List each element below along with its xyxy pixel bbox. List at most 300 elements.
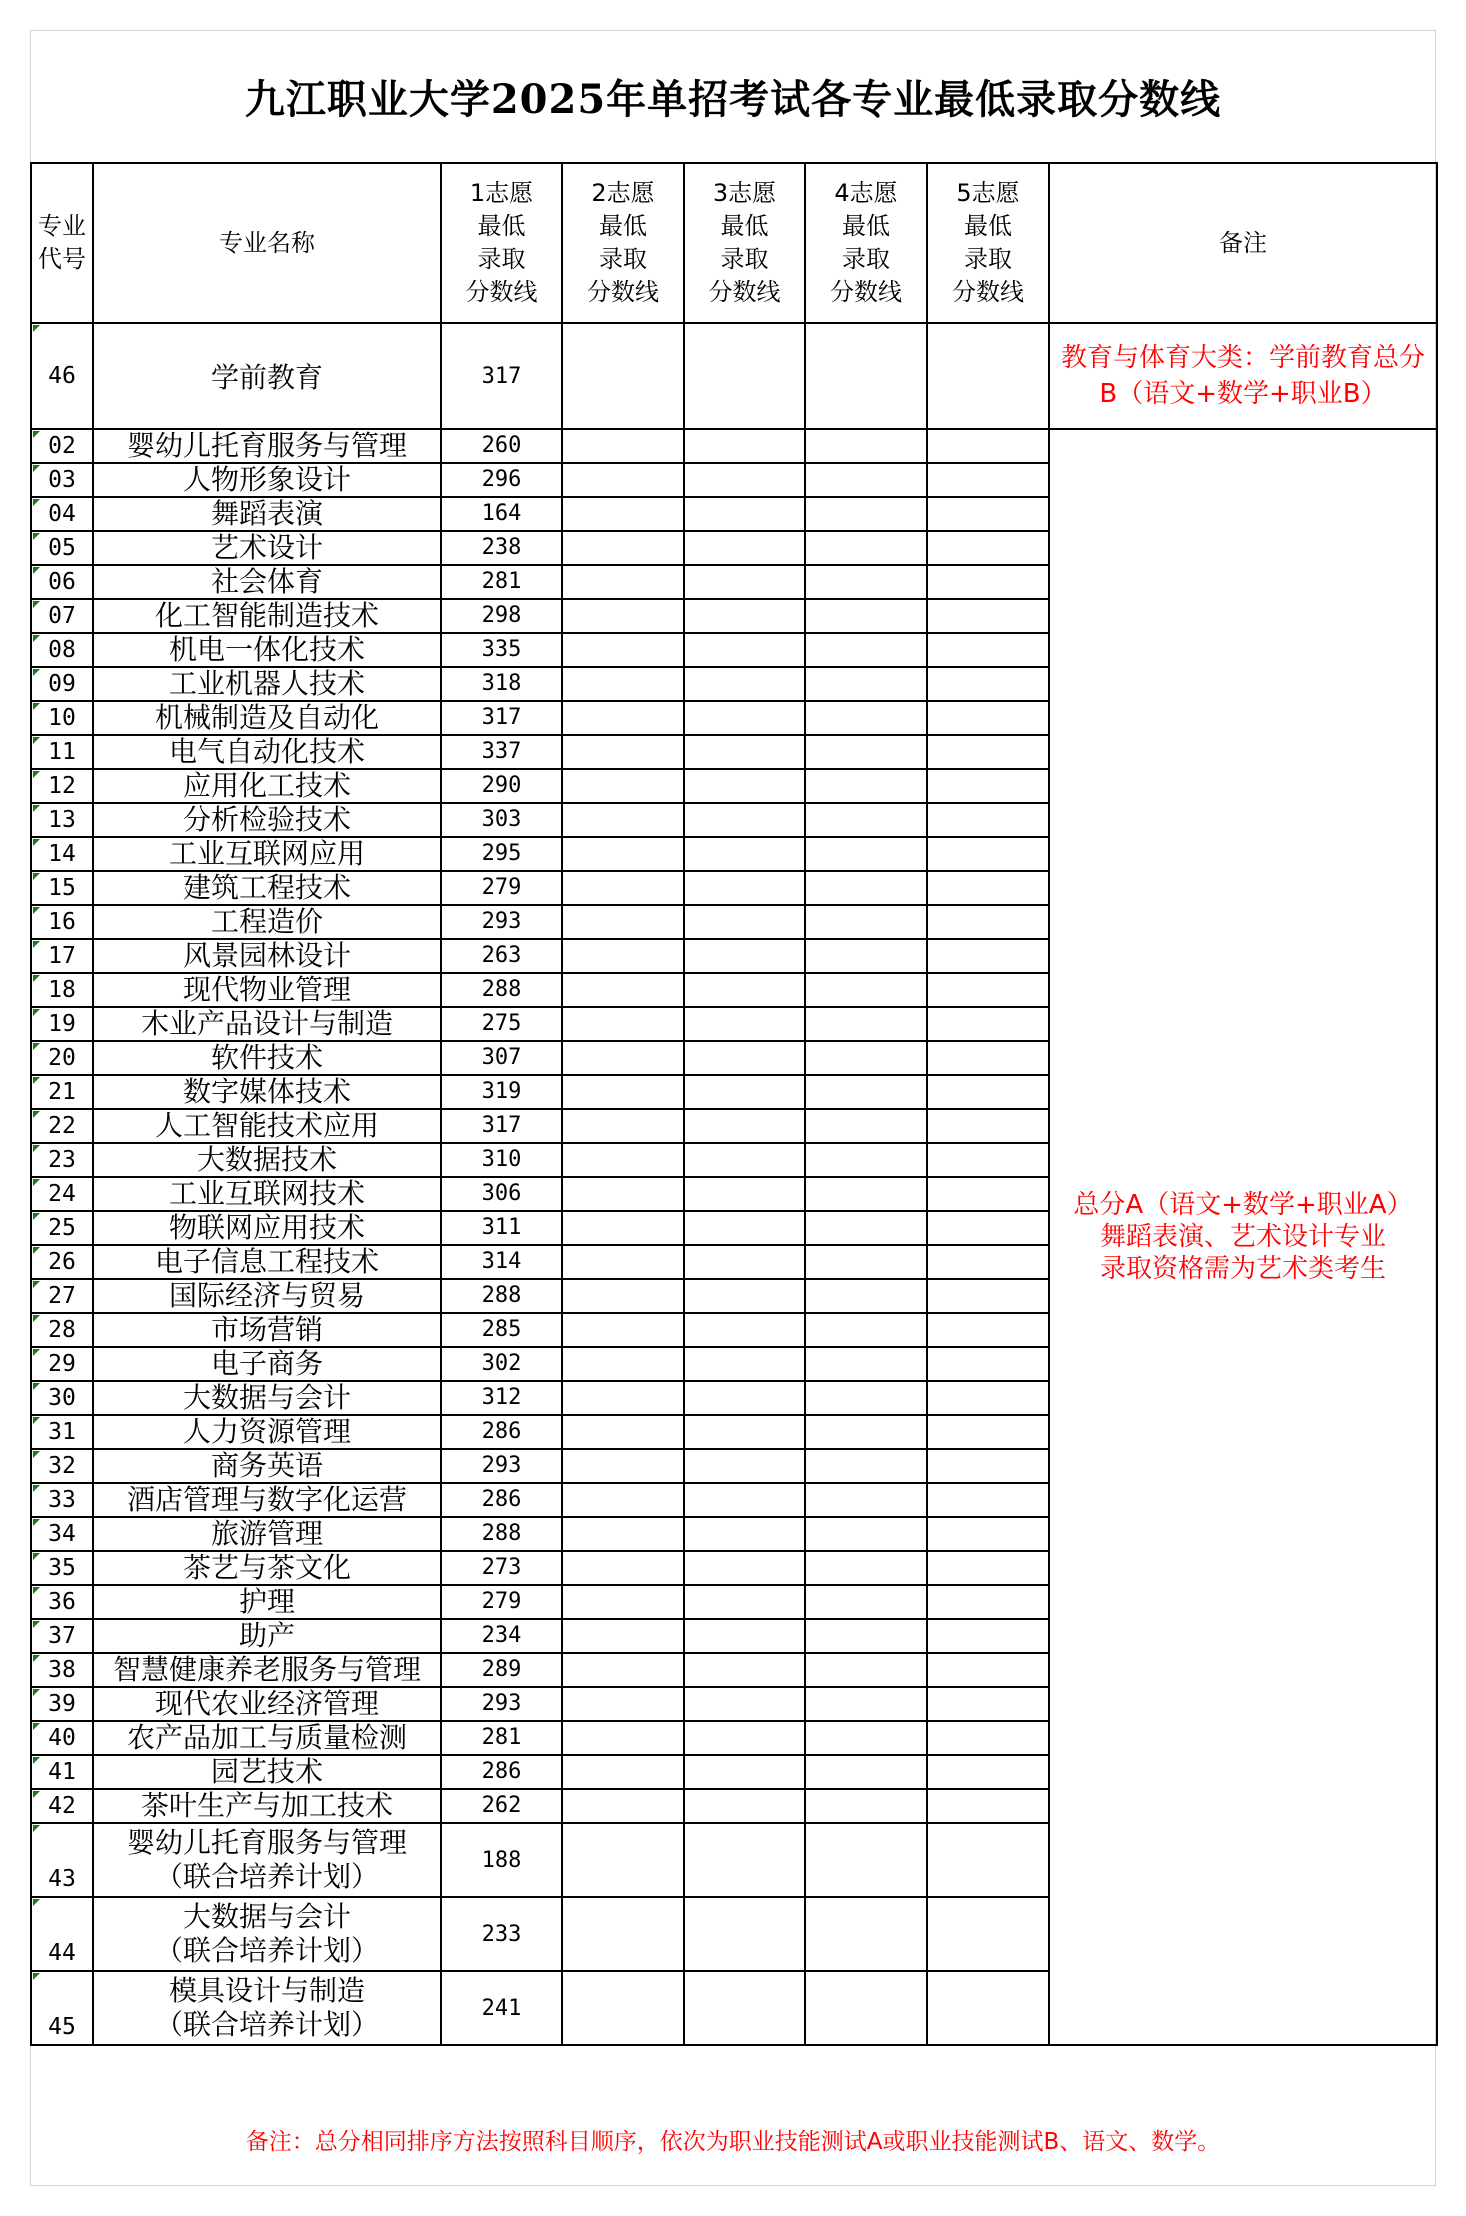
choice4-min-score: [805, 667, 927, 701]
major-code: 42: [31, 1789, 93, 1823]
choice3-min-score: [684, 1971, 805, 2045]
cell-corner-marker: [33, 941, 40, 948]
major-code: 41: [31, 1755, 93, 1789]
choice4-min-score: [805, 939, 927, 973]
major-name: 旅游管理: [93, 1517, 441, 1551]
major-code: 15: [31, 871, 93, 905]
choice1-min-score: 260: [441, 429, 562, 463]
choice2-min-score: [562, 871, 684, 905]
choice5-min-score: [927, 1415, 1049, 1449]
choice1-min-score: 241: [441, 1971, 562, 2045]
major-name: 国际经济与贸易: [93, 1279, 441, 1313]
choice4-min-score: [805, 1789, 927, 1823]
major-name-line: 模具设计与制造: [168, 1974, 365, 2007]
choice1-min-score: 238: [441, 531, 562, 565]
choice3-min-score: [684, 905, 805, 939]
choice5-min-score: [927, 735, 1049, 769]
choice2-min-score: [562, 1619, 684, 1653]
choice2-min-score: [562, 973, 684, 1007]
choice4-min-score: [805, 1721, 927, 1755]
major-name: 人物形象设计: [93, 463, 441, 497]
major-code: 34: [31, 1517, 93, 1551]
choice4-min-score: [805, 973, 927, 1007]
choice1-min-score: 306: [441, 1177, 562, 1211]
choice4-min-score: [805, 1381, 927, 1415]
major-name: 数字媒体技术: [93, 1075, 441, 1109]
choice3-min-score: [684, 531, 805, 565]
choice5-min-score: [927, 769, 1049, 803]
choice5-min-score: [927, 531, 1049, 565]
choice1-min-score: 286: [441, 1483, 562, 1517]
header-choice3: 3志愿 最低 录取 分数线: [684, 163, 805, 323]
choice3-min-score: [684, 1721, 805, 1755]
choice5-min-score: [927, 1551, 1049, 1585]
choice1-min-score: 290: [441, 769, 562, 803]
major-code: 19: [31, 1007, 93, 1041]
choice5-min-score: [927, 1109, 1049, 1143]
major-name: 应用化工技术: [93, 769, 441, 803]
choice3-min-score: [684, 701, 805, 735]
major-code: 12: [31, 769, 93, 803]
choice2-min-score: [562, 905, 684, 939]
major-name: 电子信息工程技术: [93, 1245, 441, 1279]
major-code: 14: [31, 837, 93, 871]
joint-plan-label: （联合培养计划）: [154, 1934, 379, 1967]
major-code: 18: [31, 973, 93, 1007]
choice3-min-score: [684, 803, 805, 837]
choice1-min-score: 279: [441, 1585, 562, 1619]
major-code: 29: [31, 1347, 93, 1381]
choice3-min-score: [684, 1007, 805, 1041]
choice2-min-score: [562, 1415, 684, 1449]
major-name: 学前教育: [93, 323, 441, 429]
choice5-min-score: [927, 429, 1049, 463]
major-name: 农产品加工与质量检测: [93, 1721, 441, 1755]
choice2-min-score: [562, 769, 684, 803]
choice3-min-score: [684, 1381, 805, 1415]
choice2-min-score: [562, 497, 684, 531]
header-remarks: 备注: [1049, 163, 1437, 323]
choice4-min-score: [805, 905, 927, 939]
choice4-min-score: [805, 837, 927, 871]
major-code: 37: [31, 1619, 93, 1653]
choice3-min-score: [684, 1687, 805, 1721]
major-code: 21: [31, 1075, 93, 1109]
choice3-min-score: [684, 1897, 805, 1971]
cell-corner-marker: [33, 1179, 40, 1186]
choice4-min-score: [805, 1687, 927, 1721]
choice2-min-score: [562, 1517, 684, 1551]
choice5-min-score: [927, 701, 1049, 735]
choice5-min-score: [927, 1483, 1049, 1517]
group-remark-line: 舞蹈表演、艺术设计专业: [1099, 1222, 1386, 1252]
major-code: 02: [31, 429, 93, 463]
choice4-min-score: [805, 1897, 927, 1971]
choice3-min-score: [684, 667, 805, 701]
choice3-min-score: [684, 497, 805, 531]
major-name: 社会体育: [93, 565, 441, 599]
choice3-min-score: [684, 1789, 805, 1823]
choice1-min-score: 234: [441, 1619, 562, 1653]
choice1-min-score: 314: [441, 1245, 562, 1279]
major-code: 33: [31, 1483, 93, 1517]
choice4-min-score: [805, 1755, 927, 1789]
choice1-min-score: 293: [441, 1449, 562, 1483]
choice4-min-score: [805, 1211, 927, 1245]
choice3-min-score: [684, 1177, 805, 1211]
choice4-min-score: [805, 1347, 927, 1381]
major-name: 茶艺与茶文化: [93, 1551, 441, 1585]
cell-corner-marker: [33, 1485, 40, 1492]
major-code: 09: [31, 667, 93, 701]
choice4-min-score: [805, 429, 927, 463]
header-name: 专业名称: [93, 163, 441, 323]
choice1-min-score: 311: [441, 1211, 562, 1245]
choice2-min-score: [562, 429, 684, 463]
cell-corner-marker: [33, 1825, 40, 1832]
major-name: [93, 1823, 441, 1897]
major-name: 机电一体化技术: [93, 633, 441, 667]
choice3-min-score: [684, 1449, 805, 1483]
choice4-min-score: [805, 1007, 927, 1041]
choice2-min-score: [562, 837, 684, 871]
table-row: [31, 429, 1437, 463]
choice4-min-score: [805, 633, 927, 667]
major-name: 现代物业管理: [93, 973, 441, 1007]
major-code: 35: [31, 1551, 93, 1585]
choice2-min-score: [562, 1313, 684, 1347]
choice3-min-score: [684, 1313, 805, 1347]
cell-corner-marker: [33, 1553, 40, 1560]
cell-corner-marker: [33, 533, 40, 540]
group-remark-line: 录取资格需为艺术类考生: [1099, 1254, 1386, 1284]
choice5-min-score: [927, 667, 1049, 701]
choice5-min-score: [927, 1653, 1049, 1687]
choice3-min-score: [684, 1041, 805, 1075]
cell-corner-marker: [33, 499, 40, 506]
choice4-min-score: [805, 463, 927, 497]
choice3-min-score: [684, 1415, 805, 1449]
choice1-min-score: 307: [441, 1041, 562, 1075]
major-name: 助产: [93, 1619, 441, 1653]
major-code: 46: [31, 323, 93, 429]
choice1-min-score: 273: [441, 1551, 562, 1585]
major-name: 大数据技术: [93, 1143, 441, 1177]
choice5-min-score: [927, 1143, 1049, 1177]
choice4-min-score: [805, 323, 927, 429]
choice4-min-score: [805, 1653, 927, 1687]
choice1-min-score: 317: [441, 323, 562, 429]
choice2-min-score: [562, 1041, 684, 1075]
choice5-min-score: [927, 323, 1049, 429]
choice5-min-score: [927, 1619, 1049, 1653]
choice2-min-score: [562, 1007, 684, 1041]
choice5-min-score: [927, 1245, 1049, 1279]
choice5-min-score: [927, 1381, 1049, 1415]
header-code: 专业 代号: [31, 163, 93, 323]
major-code: 05: [31, 531, 93, 565]
choice1-min-score: 275: [441, 1007, 562, 1041]
choice1-min-score: 302: [441, 1347, 562, 1381]
choice2-min-score: [562, 701, 684, 735]
choice2-min-score: [562, 1897, 684, 1971]
choice2-min-score: [562, 531, 684, 565]
choice3-min-score: [684, 1585, 805, 1619]
choice1-min-score: 288: [441, 1517, 562, 1551]
choice4-min-score: [805, 701, 927, 735]
major-name: 工业机器人技术: [93, 667, 441, 701]
cell-corner-marker: [33, 1723, 40, 1730]
header-choice1: 1志愿 最低 录取 分数线: [441, 163, 562, 323]
cell-corner-marker: [33, 1247, 40, 1254]
header-row: [31, 163, 1437, 323]
choice5-min-score: [927, 497, 1049, 531]
choice5-min-score: [927, 1517, 1049, 1551]
choice2-min-score: [562, 667, 684, 701]
choice5-min-score: [927, 1211, 1049, 1245]
choice2-min-score: [562, 1279, 684, 1313]
major-name: 婴幼儿托育服务与管理: [93, 429, 441, 463]
cell-corner-marker: [33, 839, 40, 846]
choice1-min-score: 285: [441, 1313, 562, 1347]
header-choice4: 4志愿 最低 录取 分数线: [805, 163, 927, 323]
choice5-min-score: [927, 905, 1049, 939]
major-code: 32: [31, 1449, 93, 1483]
major-code: 26: [31, 1245, 93, 1279]
major-code: 16: [31, 905, 93, 939]
choice2-min-score: [562, 1381, 684, 1415]
choice2-min-score: [562, 633, 684, 667]
major-code: 07: [31, 599, 93, 633]
major-name: [93, 1971, 441, 2045]
choice5-min-score: [927, 1177, 1049, 1211]
choice1-min-score: 337: [441, 735, 562, 769]
cell-corner-marker: [33, 1281, 40, 1288]
choice1-min-score: 296: [441, 463, 562, 497]
major-name-line: 大数据与会计: [182, 1900, 351, 1933]
choice2-min-score: [562, 1245, 684, 1279]
cell-corner-marker: [33, 465, 40, 472]
major-name: 风景园林设计: [93, 939, 441, 973]
page-title: 九江职业大学2025年单招考试各专业最低录取分数线: [244, 75, 1222, 123]
choice2-min-score: [562, 323, 684, 429]
footer-note: 备注：总分相同排序方法按照科目顺序，依次为职业技能测试A或职业技能测试B、语文、数学。: [245, 2128, 1221, 2155]
choice1-min-score: 298: [441, 599, 562, 633]
choice3-min-score: [684, 323, 805, 429]
major-code: 36: [31, 1585, 93, 1619]
major-name: 茶叶生产与加工技术: [93, 1789, 441, 1823]
score-table-body: [31, 323, 1437, 2045]
cell-corner-marker: [33, 1111, 40, 1118]
choice4-min-score: [805, 497, 927, 531]
cell-corner-marker: [33, 1383, 40, 1390]
choice5-min-score: [927, 463, 1049, 497]
choice2-min-score: [562, 1483, 684, 1517]
major-name: 人工智能技术应用: [93, 1109, 441, 1143]
major-code: 08: [31, 633, 93, 667]
choice3-min-score: [684, 1347, 805, 1381]
choice3-min-score: [684, 429, 805, 463]
choice5-min-score: [927, 837, 1049, 871]
cell-corner-marker: [33, 1899, 40, 1906]
choice4-min-score: [805, 1415, 927, 1449]
major-code: 38: [31, 1653, 93, 1687]
major-code: 11: [31, 735, 93, 769]
choice1-min-score: 233: [441, 1897, 562, 1971]
major-code: 24: [31, 1177, 93, 1211]
choice1-min-score: 303: [441, 803, 562, 837]
choice4-min-score: [805, 1971, 927, 2045]
choice2-min-score: [562, 1687, 684, 1721]
choice1-min-score: 288: [441, 1279, 562, 1313]
choice5-min-score: [927, 599, 1049, 633]
choice1-min-score: 317: [441, 701, 562, 735]
choice3-min-score: [684, 1143, 805, 1177]
choice3-min-score: [684, 1755, 805, 1789]
major-code: 25: [31, 1211, 93, 1245]
major-name: 园艺技术: [93, 1755, 441, 1789]
choice1-min-score: 319: [441, 1075, 562, 1109]
cell-corner-marker: [33, 805, 40, 812]
choice4-min-score: [805, 1585, 927, 1619]
major-code: 13: [31, 803, 93, 837]
header-choice2: 2志愿 最低 录取 分数线: [562, 163, 684, 323]
choice2-min-score: [562, 565, 684, 599]
choice4-min-score: [805, 1823, 927, 1897]
choice5-min-score: [927, 1347, 1049, 1381]
choice5-min-score: [927, 1041, 1049, 1075]
choice1-min-score: 293: [441, 905, 562, 939]
choice5-min-score: [927, 973, 1049, 1007]
major-code: 23: [31, 1143, 93, 1177]
choice3-min-score: [684, 1075, 805, 1109]
cell-corner-marker: [33, 1213, 40, 1220]
choice5-min-score: [927, 1897, 1049, 1971]
choice2-min-score: [562, 1971, 684, 2045]
choice3-min-score: [684, 1109, 805, 1143]
choice2-min-score: [562, 1075, 684, 1109]
joint-plan-label: （联合培养计划）: [154, 2008, 379, 2041]
choice5-min-score: [927, 1823, 1049, 1897]
major-name-line: 婴幼儿托育服务与管理: [126, 1826, 407, 1859]
major-name: 电子商务: [93, 1347, 441, 1381]
major-code: 31: [31, 1415, 93, 1449]
major-code: 20: [31, 1041, 93, 1075]
major-name: 市场营销: [93, 1313, 441, 1347]
major-name: 商务英语: [93, 1449, 441, 1483]
choice3-min-score: [684, 1517, 805, 1551]
choice1-min-score: 281: [441, 565, 562, 599]
choice5-min-score: [927, 633, 1049, 667]
cell-corner-marker: [33, 601, 40, 608]
choice1-min-score: 312: [441, 1381, 562, 1415]
choice4-min-score: [805, 1449, 927, 1483]
choice1-min-score: 335: [441, 633, 562, 667]
cell-corner-marker: [33, 1349, 40, 1356]
choice5-min-score: [927, 1755, 1049, 1789]
choice4-min-score: [805, 1517, 927, 1551]
major-name: 化工智能制造技术: [93, 599, 441, 633]
choice1-min-score: 164: [441, 497, 562, 531]
major-name: 人力资源管理: [93, 1415, 441, 1449]
choice5-min-score: [927, 1585, 1049, 1619]
major-name: 工业互联网应用: [93, 837, 441, 871]
cell-corner-marker: [33, 1451, 40, 1458]
major-code: 44: [31, 1897, 93, 1971]
choice3-min-score: [684, 735, 805, 769]
major-name: 工程造价: [93, 905, 441, 939]
choice4-min-score: [805, 1245, 927, 1279]
choice2-min-score: [562, 1211, 684, 1245]
choice4-min-score: [805, 871, 927, 905]
header-choice5: 5志愿 最低 录取 分数线: [927, 163, 1049, 323]
cell-corner-marker: [33, 1417, 40, 1424]
major-code: 30: [31, 1381, 93, 1415]
major-code: 39: [31, 1687, 93, 1721]
choice2-min-score: [562, 1109, 684, 1143]
choice1-min-score: 310: [441, 1143, 562, 1177]
choice5-min-score: [927, 1279, 1049, 1313]
cell-corner-marker: [33, 907, 40, 914]
choice3-min-score: [684, 633, 805, 667]
cell-corner-marker: [33, 703, 40, 710]
choice3-min-score: [684, 565, 805, 599]
major-name: 现代农业经济管理: [93, 1687, 441, 1721]
choice1-min-score: 295: [441, 837, 562, 871]
choice4-min-score: [805, 1041, 927, 1075]
choice5-min-score: [927, 939, 1049, 973]
choice2-min-score: [562, 1721, 684, 1755]
choice4-min-score: [805, 1483, 927, 1517]
choice5-min-score: [927, 1075, 1049, 1109]
major-code: 06: [31, 565, 93, 599]
group-remark-line: 总分A（语文+数学+职业A）: [1073, 1190, 1413, 1220]
choice1-min-score: 262: [441, 1789, 562, 1823]
choice3-min-score: [684, 769, 805, 803]
cell-corner-marker: [33, 1655, 40, 1662]
major-code: 17: [31, 939, 93, 973]
cell-corner-marker: [33, 1689, 40, 1696]
choice4-min-score: [805, 1279, 927, 1313]
remark-cell: 教育与体育大类：学前教育总分B（语文+数学+职业B）: [1049, 323, 1437, 429]
major-name: 软件技术: [93, 1041, 441, 1075]
major-name: 智慧健康养老服务与管理: [93, 1653, 441, 1687]
cell-corner-marker: [33, 1973, 40, 1980]
score-table: [30, 162, 1438, 2046]
choice3-min-score: [684, 837, 805, 871]
cell-corner-marker: [33, 431, 40, 438]
cell-corner-marker: [33, 975, 40, 982]
cell-corner-marker: [33, 1791, 40, 1798]
cell-corner-marker: [33, 1587, 40, 1594]
choice1-min-score: 281: [441, 1721, 562, 1755]
major-name: 分析检验技术: [93, 803, 441, 837]
choice2-min-score: [562, 735, 684, 769]
major-name: 木业产品设计与制造: [93, 1007, 441, 1041]
choice5-min-score: [927, 1313, 1049, 1347]
major-name: 艺术设计: [93, 531, 441, 565]
major-name: 酒店管理与数字化运营: [93, 1483, 441, 1517]
choice2-min-score: [562, 1347, 684, 1381]
choice5-min-score: [927, 803, 1049, 837]
cell-corner-marker: [33, 1043, 40, 1050]
choice2-min-score: [562, 463, 684, 497]
cell-corner-marker: [33, 771, 40, 778]
choice4-min-score: [805, 599, 927, 633]
joint-plan-label: （联合培养计划）: [154, 1860, 379, 1893]
choice3-min-score: [684, 1653, 805, 1687]
choice3-min-score: [684, 973, 805, 1007]
